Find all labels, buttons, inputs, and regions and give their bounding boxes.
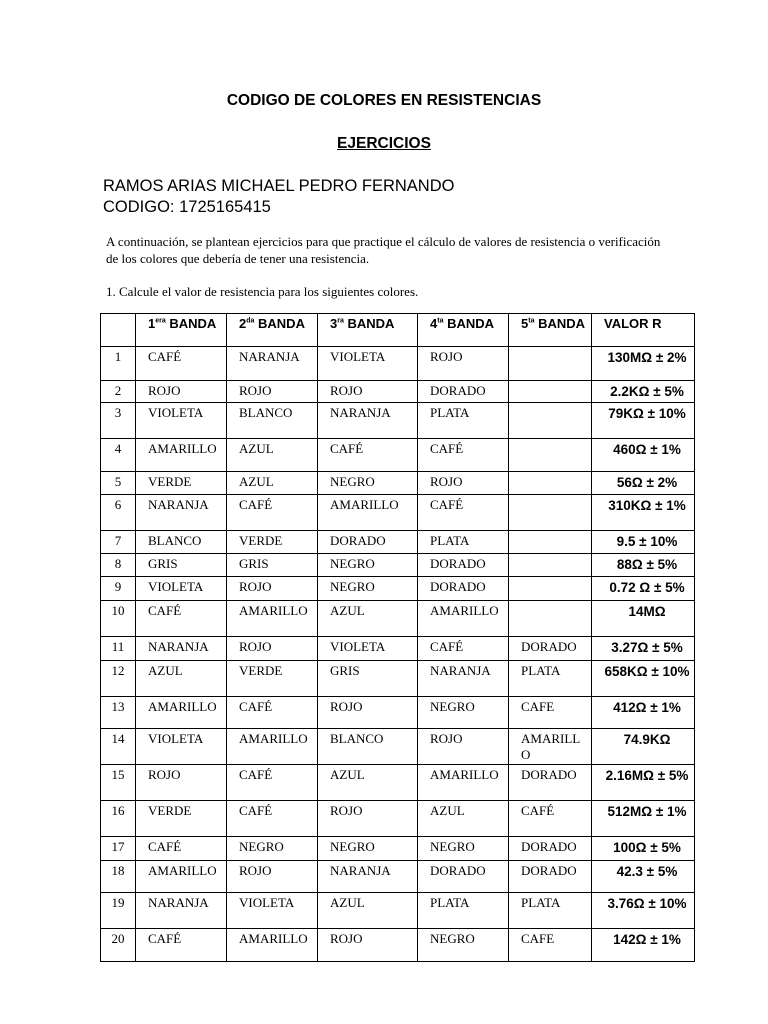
band-2-cell: AMARILLO [227,601,318,637]
band-2-cell: AZUL [227,472,318,495]
row-number: 5 [101,472,136,495]
band-1-cell: BLANCO [136,531,227,554]
band-1-cell: VERDE [136,801,227,837]
header-cell-band-4: $4^{ta}$ BANDA [418,314,509,347]
row-number: 14 [101,729,136,765]
band-1-cell: AZUL [136,661,227,697]
intro-paragraph: A continuación, se plantean ejercicios para que practique el cálculo de valores de resistencia o verificación de los colores que debería de tener una resistencia. [106,234,661,266]
value-cell: 79KΩ ± 10% [592,403,695,439]
table-row [101,439,695,472]
table-row [101,697,695,729]
band-1-cell: NARANJA [136,637,227,661]
band-1-cell: VIOLETA [136,729,227,765]
value-cell: 42.3 ± 5% [592,861,695,893]
band-3-cell: AMARILLO [318,495,418,531]
row-number: 3 [101,403,136,439]
row-number: 12 [101,661,136,697]
row-number: 18 [101,861,136,893]
band-4-cell: PLATA [418,403,509,439]
band-1-cell: AMARILLO [136,697,227,729]
band-2-cell: VERDE [227,531,318,554]
band-4-cell: PLATA [418,893,509,929]
band-4-cell: AMARILLO [418,601,509,637]
value-cell: 658KΩ ± 10% [592,661,695,697]
row-number: 2 [101,381,136,403]
table-row [101,729,695,765]
value-cell: 2.16MΩ ± 5% [592,765,695,801]
table-row [101,861,695,893]
resistor-table [100,313,695,962]
band-3-cell: AZUL [318,765,418,801]
table-row [101,577,695,601]
row-number: 13 [101,697,136,729]
band-1-cell: GRIS [136,554,227,577]
band-4-cell: NEGRO [418,697,509,729]
band-4-cell: AZUL [418,801,509,837]
band-1-cell: VERDE [136,472,227,495]
band-4-cell: NARANJA [418,661,509,697]
table-row [101,929,695,962]
table-row [101,381,695,403]
band-3-cell: NARANJA [318,403,418,439]
row-number: 15 [101,765,136,801]
band-5-cell [509,347,592,381]
value-cell: 74.9KΩ [592,729,695,765]
band-5-cell [509,601,592,637]
table-row [101,837,695,861]
band-3-cell: GRIS [318,661,418,697]
table-row [101,893,695,929]
band-2-cell: CAFÉ [227,495,318,531]
header-cell-band-5: $5^{ta}$ BANDA [509,314,592,347]
document-title: CODIGO DE COLORES EN RESISTENCIAS [226,92,542,109]
band-4-cell: ROJO [418,347,509,381]
band-4-cell: ROJO [418,729,509,765]
row-number: 8 [101,554,136,577]
band-4-cell: DORADO [418,577,509,601]
table-row [101,801,695,837]
band-5-cell [509,554,592,577]
table-row [101,554,695,577]
row-number: 10 [101,601,136,637]
table-row [101,637,695,661]
band-3-cell: VIOLETA [318,347,418,381]
band-5-cell [509,403,592,439]
row-number: 11 [101,637,136,661]
band-5-cell: AMARILLO [509,729,592,765]
band-5-cell [509,495,592,531]
question-paragraph: 1. Calcule el valor de resistencia para los siguientes colores. [106,284,419,299]
band-4-cell: CAFÉ [418,495,509,531]
value-cell: 310KΩ ± 1% [592,495,695,531]
band-3-cell: AZUL [318,893,418,929]
band-3-cell: ROJO [318,697,418,729]
band-5-cell: CAFE [509,697,592,729]
table-row [101,601,695,637]
band-5-cell: DORADO [509,837,592,861]
band-2-cell: NEGRO [227,837,318,861]
table-row [101,472,695,495]
band-2-cell: AMARILLO [227,729,318,765]
band-4-cell: ROJO [418,472,509,495]
band-2-cell: CAFÉ [227,765,318,801]
band-4-cell: PLATA [418,531,509,554]
band-1-cell: CAFÉ [136,837,227,861]
value-cell: 130MΩ ± 2% [592,347,695,381]
band-3-cell: AZUL [318,601,418,637]
band-4-cell: NEGRO [418,929,509,962]
band-3-cell: NEGRO [318,577,418,601]
band-1-cell: CAFÉ [136,347,227,381]
band-5-cell: CAFE [509,929,592,962]
band-3-cell: NEGRO [318,554,418,577]
band-2-cell: ROJO [227,381,318,403]
band-3-cell: DORADO [318,531,418,554]
band-2-cell: AMARILLO [227,929,318,962]
header-cell-value: VALOR R [592,314,695,347]
band-1-cell: ROJO [136,381,227,403]
band-4-cell: NEGRO [418,837,509,861]
band-2-cell: GRIS [227,554,318,577]
row-number: 4 [101,439,136,472]
value-cell: 0.72 Ω ± 5% [592,577,695,601]
table-row [101,765,695,801]
table-row [101,531,695,554]
band-2-cell: BLANCO [227,403,318,439]
table-row [101,495,695,531]
row-number: 7 [101,531,136,554]
band-4-cell: DORADO [418,861,509,893]
band-1-cell: NARANJA [136,495,227,531]
band-2-cell: ROJO [227,577,318,601]
band-4-cell: DORADO [418,381,509,403]
band-1-cell: NARANJA [136,893,227,929]
band-5-cell: DORADO [509,637,592,661]
value-cell: 14MΩ [592,601,695,637]
band-3-cell: ROJO [318,801,418,837]
band-3-cell: CAFÉ [318,439,418,472]
band-5-cell [509,531,592,554]
value-cell: 100Ω ± 5% [592,837,695,861]
row-number: 6 [101,495,136,531]
band-2-cell: VIOLETA [227,893,318,929]
band-2-cell: VERDE [227,661,318,697]
value-cell: 3.76Ω ± 10% [592,893,695,929]
band-5-cell: PLATA [509,893,592,929]
band-3-cell: NEGRO [318,837,418,861]
band-2-cell: CAFÉ [227,801,318,837]
row-number: 17 [101,837,136,861]
table-row [101,661,695,697]
band-5-cell: CAFÉ [509,801,592,837]
band-2-cell: NARANJA [227,347,318,381]
value-cell: 3.27Ω ± 5% [592,637,695,661]
band-2-cell: CAFÉ [227,697,318,729]
table-row [101,403,695,439]
value-cell: 412Ω ± 1% [592,697,695,729]
value-cell: 9.5 ± 10% [592,531,695,554]
row-number: 19 [101,893,136,929]
band-1-cell: VIOLETA [136,403,227,439]
band-5-cell [509,381,592,403]
band-3-cell: NEGRO [318,472,418,495]
band-1-cell: ROJO [136,765,227,801]
header-cell-band-3: $3^{ra}$ BANDA [318,314,418,347]
band-5-cell [509,577,592,601]
value-cell: 460Ω ± 1% [592,439,695,472]
value-cell: 2.2KΩ ± 5% [592,381,695,403]
band-5-cell [509,472,592,495]
band-1-cell: CAFÉ [136,601,227,637]
band-4-cell: AMARILLO [418,765,509,801]
band-3-cell: VIOLETA [318,637,418,661]
value-cell: 56Ω ± 2% [592,472,695,495]
band-3-cell: ROJO [318,929,418,962]
header-cell-band-2: $2^{da}$ BANDA [227,314,318,347]
band-1-cell: CAFÉ [136,929,227,962]
band-5-cell: DORADO [509,765,592,801]
row-number: 9 [101,577,136,601]
band-4-cell: CAFÉ [418,439,509,472]
band-1-cell: VIOLETA [136,577,227,601]
table-header-row [101,314,695,347]
band-4-cell: CAFÉ [418,637,509,661]
row-number: 16 [101,801,136,837]
student-code: CODIGO: 1725165415 [103,198,271,216]
band-1-cell: AMARILLO [136,861,227,893]
band-3-cell: BLANCO [318,729,418,765]
band-5-cell: DORADO [509,861,592,893]
band-3-cell: NARANJA [318,861,418,893]
band-4-cell: DORADO [418,554,509,577]
row-number: 20 [101,929,136,962]
value-cell: 88Ω ± 5% [592,554,695,577]
band-2-cell: ROJO [227,861,318,893]
value-cell: 142Ω ± 1% [592,929,695,962]
row-number: 1 [101,347,136,381]
band-5-cell: PLATA [509,661,592,697]
band-1-cell: AMARILLO [136,439,227,472]
student-name: RAMOS ARIAS MICHAEL PEDRO FERNANDO [103,177,455,195]
band-5-cell [509,439,592,472]
header-cell-index [101,314,136,347]
table-row [101,347,695,381]
header-cell-band-1: $1^{era}$ BANDA [136,314,227,347]
band-2-cell: ROJO [227,637,318,661]
band-2-cell: AZUL [227,439,318,472]
value-cell: 512MΩ ± 1% [592,801,695,837]
document-subtitle: EJERCICIOS [337,135,431,152]
band-3-cell: ROJO [318,381,418,403]
